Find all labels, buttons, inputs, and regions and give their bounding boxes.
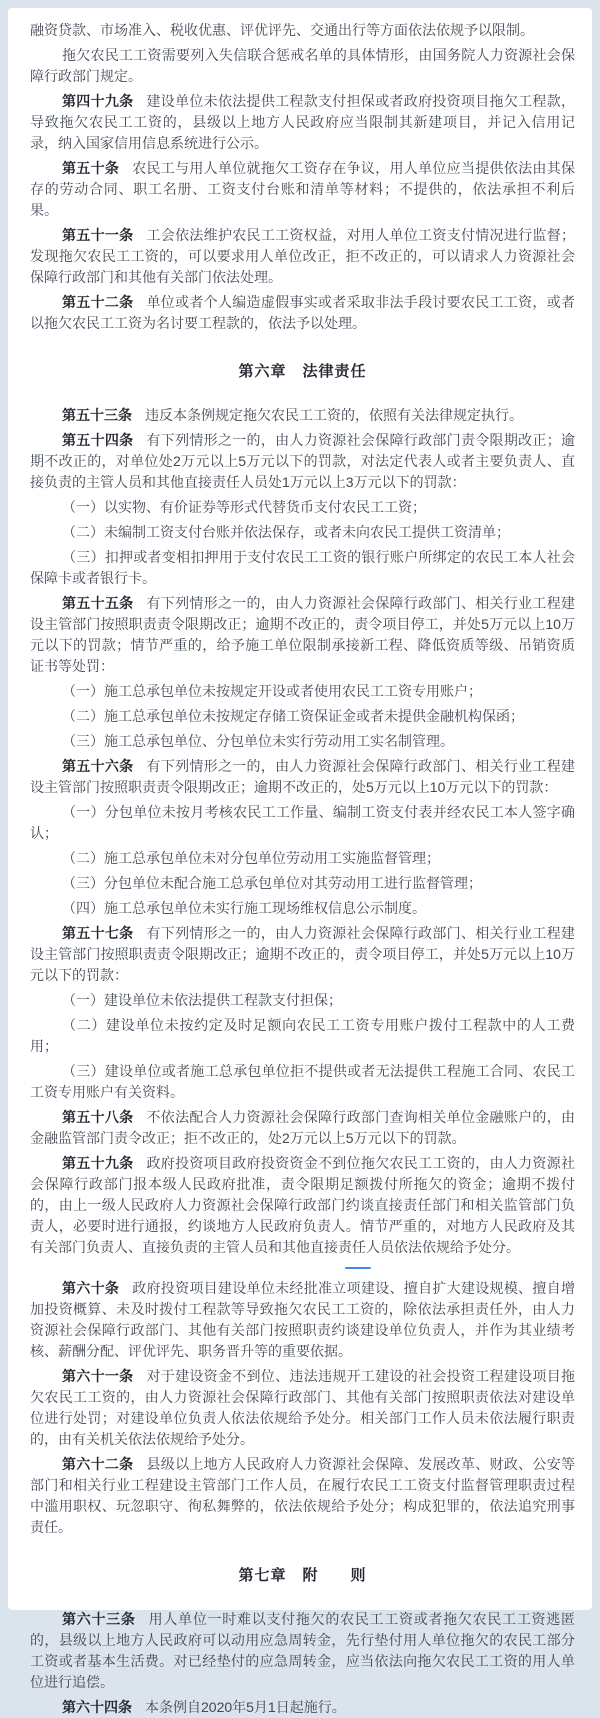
paragraph-text: （二）施工总承包单位未按规定存储工资保证金或者未提供金融机构保函； bbox=[62, 708, 524, 724]
paragraph-text: （三）施工总承包单位、分包单位未实行劳动用工实名制管理。 bbox=[62, 733, 454, 749]
article-paragraph bbox=[30, 225, 575, 288]
paragraph-text: 有下列情形之一的，由人力资源社会保障行政部门、相关行业工程建设主管部门按照职责责令限期改正；逾期不改正的，责令项目停工，并处5万元以上10万元以下的罚款： bbox=[30, 925, 576, 983]
chapter-heading: 第七章 附 则 bbox=[238, 1567, 367, 1584]
sub-item-paragraph bbox=[30, 802, 575, 844]
paragraph-text: 单位或者个人编造虚假事实或者采取非法手段讨要农民工工资，或者以拖欠农民工工资为名讨要工程款的，依法予以处理。 bbox=[30, 294, 576, 331]
blue-divider-line bbox=[345, 1267, 371, 1269]
paragraph-text: 不依法配合人力资源社会保障行政部门查询相关单位金融账户的，由金融监管部门责令改正；拒不改正的，处2万元以上5万元以下的罚款。 bbox=[30, 1109, 576, 1146]
paragraph-text: （二）未编制工资支付台账并依法保存，或者未向农民工提供工资清单； bbox=[62, 524, 510, 540]
sub-item-paragraph bbox=[30, 848, 575, 869]
article-paragraph bbox=[30, 1107, 575, 1149]
article-paragraph bbox=[30, 1454, 575, 1538]
paragraph-text: 工会依法维护农民工工资权益，对用人单位工资支付情况进行监督；发现拖欠农民工工资的，可以要求用人单位改正，拒不改正的，可以请求人力资源社会保障行政部门和其他有关部门依法处理。 bbox=[30, 227, 576, 285]
article-paragraph bbox=[30, 91, 575, 154]
article-number: 第五十七条 bbox=[62, 925, 134, 941]
article-paragraph bbox=[30, 1697, 575, 1718]
sub-item-paragraph bbox=[30, 547, 575, 589]
paragraph-text: 有下列情形之一的，由人力资源社会保障行政部门责令限期改正；逾期不改正的，对单位处2万元以上5万元以下的罚款，对法定代表人或者主要负责人、直接负责的主管人员和其他直接责任人员处1万元以上3万元以下的罚款： bbox=[30, 432, 576, 490]
article-number: 第六十二条 bbox=[62, 1456, 134, 1472]
article-number: 第五十六条 bbox=[62, 758, 134, 774]
paragraph-text: 政府投资项目政府投资资金不到位拖欠农民工工资的，由人力资源社会保障行政部门报本级人民政府批准，责令限期足额拨付所拖欠的资金；逾期不拨付的，由上一级人民政府人力资源社会保障行政部门约谈直接责任部门和相关监管部门负责人，必要时进行通报，约谈地方人民政府负责人。情节严重的，对地方人民政府及其有关部门负责人、直接负责的主管人员和其他直接责任人员依法依规给予处分。 bbox=[30, 1155, 576, 1255]
article-number: 第六十三条 bbox=[62, 1611, 136, 1627]
article-paragraph bbox=[30, 430, 575, 493]
paragraph-text: 对于建设资金不到位、违法违规开工建设的社会投资工程建设项目拖欠农民工工资的，由人力资源社会保障行政部门、其他有关部门按照职责依法对建设单位进行处罚；对建设单位负责人依法依规给予处分。相关部门工作人员未依法履行职责的，由有关机关依法依规给予处分。 bbox=[30, 1368, 576, 1447]
sub-item-paragraph bbox=[30, 873, 575, 894]
paragraph-text: 县级以上地方人民政府人力资源社会保障、发展改革、财政、公安等部门和相关行业工程建设主管部门工作人员，在履行农民工工资支付监督管理职责过程中滥用职权、玩忽职守、徇私舞弊的，依法依规给予处分；构成犯罪的，依法追究刑事责任。 bbox=[30, 1456, 576, 1535]
paragraph-text: 拖欠农民工工资需要列入失信联合惩戒名单的具体情形，由国务院人力资源社会保障行政部门规定。 bbox=[30, 47, 575, 84]
paragraph-text: 本条例自2020年5月1日起施行。 bbox=[145, 1699, 346, 1715]
article-number: 第六十一条 bbox=[62, 1368, 134, 1384]
paragraph-text: （一）分包单位未按月考核农民工工作量、编制工资支付表并经农民工本人签字确认； bbox=[30, 804, 575, 841]
article-paragraph bbox=[30, 593, 575, 677]
paragraph-text: 农民工与用人单位就拖欠工资存在争议，用人单位应当提供依法由其保存的劳动合同、职工名册、工资支付台账和清单等材料；不提供的，依法承担不利后果。 bbox=[30, 160, 576, 218]
article-number: 第四十九条 bbox=[62, 93, 134, 109]
article-paragraph bbox=[30, 1609, 575, 1693]
paragraph-text: 用人单位一时难以支付拖欠的农民工工资或者拖欠农民工工资逃匿的，县级以上地方人民政府可以动用应急周转金，先行垫付用人单位拖欠的农民工部分工资或者基本生活费。对已经垫付的应急周转金，应当依法向拖欠农民工工资的用人单位进行追偿。 bbox=[30, 1611, 576, 1690]
article-paragraph bbox=[30, 405, 575, 426]
sub-item-paragraph bbox=[30, 497, 575, 518]
regulation-text-body bbox=[8, 8, 592, 1715]
body-paragraph bbox=[30, 20, 575, 41]
paragraph-text: （三）建设单位或者施工总承包单位拒不提供或者无法提供工程施工合同、农民工工资专用账户有关资料。 bbox=[30, 1063, 575, 1100]
article-number: 第六十四条 bbox=[62, 1699, 132, 1715]
article-number: 第五十条 bbox=[62, 160, 120, 176]
paragraph-text: （二）施工总承包单位未对分包单位劳动用工实施监督管理； bbox=[62, 850, 440, 866]
paragraph-text: （一）以实物、有价证券等形式代替货币支付农民工工资； bbox=[62, 499, 426, 515]
article-number: 第五十九条 bbox=[62, 1155, 134, 1171]
article-number: 第五十一条 bbox=[62, 227, 134, 243]
article-paragraph bbox=[30, 923, 575, 986]
article-paragraph bbox=[30, 1366, 575, 1450]
article-paragraph bbox=[30, 756, 575, 798]
article-number: 第五十五条 bbox=[62, 595, 134, 611]
body-paragraph bbox=[30, 45, 575, 87]
paragraph-text: 违反本条例规定拖欠农民工工资的，依照有关法律规定执行。 bbox=[145, 407, 523, 423]
paragraph-text: 有下列情形之一的，由人力资源社会保障行政部门、相关行业工程建设主管部门按照职责责令限期改正；逾期不改正的，处5万元以上10万元以下的罚款： bbox=[30, 758, 576, 795]
article-number: 第六十条 bbox=[62, 1280, 120, 1296]
sub-item-paragraph bbox=[30, 1015, 575, 1057]
article-number: 第五十八条 bbox=[62, 1109, 134, 1125]
sub-item-paragraph bbox=[30, 681, 575, 702]
article-paragraph bbox=[30, 1278, 575, 1362]
paragraph-text: 融资贷款、市场准入、税收优惠、评优评先、交通出行等方面依法依规予以限制。 bbox=[30, 22, 534, 38]
article-number: 第五十四条 bbox=[62, 432, 134, 448]
paragraph-text: （三）分包单位未配合施工总承包单位对其劳动用工进行监督管理； bbox=[62, 875, 482, 891]
sub-item-paragraph bbox=[30, 990, 575, 1011]
paragraph-text: 建设单位未依法提供工程款支付担保或者政府投资项目拖欠工程款，导致拖欠农民工工资的，县级以上地方人民政府应当限制其新建项目，并记入信用记录，纳入国家信用信息系统进行公示。 bbox=[30, 93, 576, 151]
sub-item-paragraph bbox=[30, 522, 575, 543]
paragraph-text: （一）建设单位未依法提供工程款支付担保； bbox=[62, 992, 342, 1008]
paragraph-text: 有下列情形之一的，由人力资源社会保障行政部门、相关行业工程建设主管部门按照职责责令限期改正；逾期不改正的，责令项目停工，并处5万元以上10万元以下的罚款；情节严重的，给予施工单位限制承接新工程、降低资质等级、吊销资质证书等处罚： bbox=[30, 595, 576, 674]
sub-item-paragraph bbox=[30, 731, 575, 752]
article-paragraph bbox=[30, 1153, 575, 1258]
sub-item-paragraph bbox=[30, 1061, 575, 1103]
article-number: 第五十二条 bbox=[62, 294, 134, 310]
paragraph-text: （四）施工总承包单位未实行施工现场维权信息公示制度。 bbox=[62, 900, 426, 916]
paragraph-text: （三）扣押或者变相扣押用于支付农民工工资的银行账户所绑定的农民工本人社会保障卡或者银行卡。 bbox=[30, 549, 575, 586]
sub-item-paragraph bbox=[30, 706, 575, 727]
article-number: 第五十三条 bbox=[62, 407, 132, 423]
article-paragraph bbox=[30, 292, 575, 334]
paragraph-text: （一）施工总承包单位未按规定开设或者使用农民工工资专用账户； bbox=[62, 683, 482, 699]
article-paragraph bbox=[30, 158, 575, 221]
chapter-heading: 第六章 法律责任 bbox=[238, 363, 367, 380]
paragraph-text: （二）建设单位未按约定及时足额向农民工工资专用账户拨付工程款中的人工费用； bbox=[30, 1017, 575, 1054]
sub-item-paragraph bbox=[30, 898, 575, 919]
paragraph-text: 政府投资项目建设单位未经批准立项建设、擅自扩大建设规模、擅自增加投资概算、未及时拨付工程款等导致拖欠农民工工资的，除依法承担责任外，由人力资源社会保障行政部门、其他有关部门按照职责约谈建设单位负责人，并作为其业绩考核、薪酬分配、评优评先、职务晋升等的重要依据。 bbox=[30, 1280, 576, 1359]
